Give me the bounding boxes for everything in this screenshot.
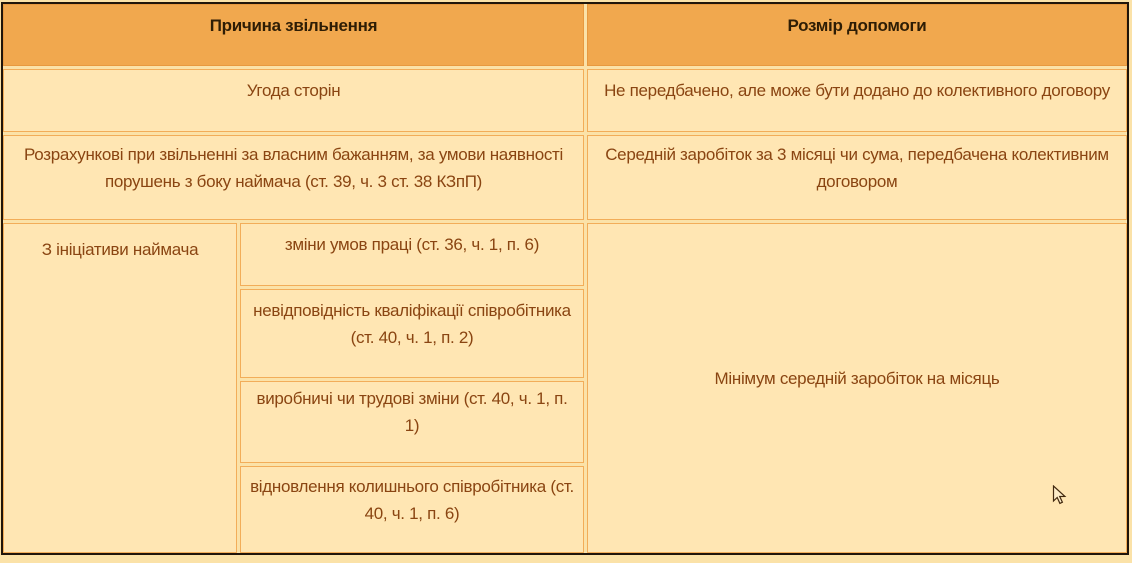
cell-row2-reason: Розрахункові при звільненні за власним бажанням, за умови наявності порушень з боку наймача (ст. 39, ч. 3 ст. 38 КЗпП) xyxy=(3,135,584,220)
cell-row3-sub-reason-2: невідповідність кваліфікації співробітника (ст. 40, ч. 1, п. 2) xyxy=(240,289,584,378)
header-cell-reason: Причина звільнення xyxy=(3,4,584,66)
cell-row3-amount: Мінімум середній заробіток на місяць xyxy=(587,223,1127,553)
cell-row3-sub-reason-3: виробничі чи трудові зміни (ст. 40, ч. 1, п. 1) xyxy=(240,381,584,463)
cell-row2-amount: Середній заробіток за 3 місяці чи сума, передбачена колективним договором xyxy=(587,135,1127,220)
cell-row3-sub-reason-4: відновлення колишнього співробітника (ст. 40, ч. 1, п. 6) xyxy=(240,466,584,553)
cell-row3-reason: З ініціативи наймача xyxy=(3,223,237,553)
severance-table xyxy=(1,2,1129,555)
cell-row1-amount: Не передбачено, але може бути додано до колективного договору xyxy=(587,69,1127,132)
header-cell-amount: Розмір допомоги xyxy=(587,4,1127,66)
cell-row1-reason: Угода сторін xyxy=(3,69,584,132)
mouse-pointer-icon xyxy=(1052,485,1067,506)
cell-row3-sub-reason-1: зміни умов праці (ст. 36, ч. 1, п. 6) xyxy=(240,223,584,286)
